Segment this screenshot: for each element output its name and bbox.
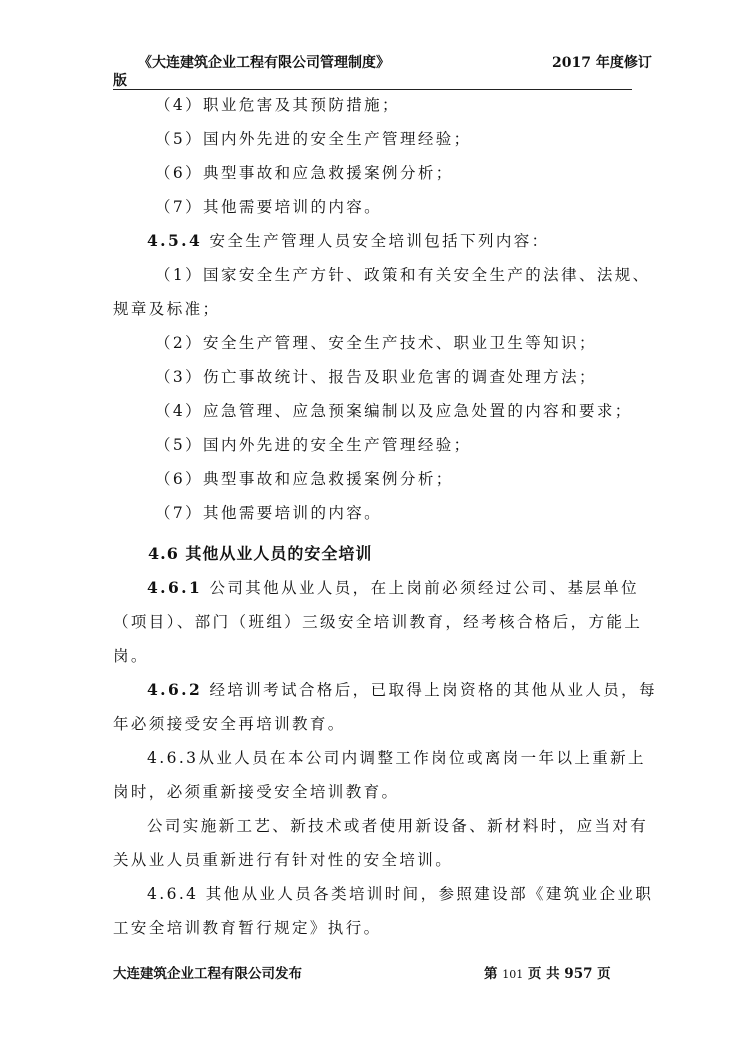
footer-publisher: 大连建筑企业工程有限公司发布	[113, 966, 302, 982]
clause-4-6-4: 4.6.4 其他从业人员各类培训时间，参照建设部《建筑业企业职	[147, 885, 654, 903]
list-item: （1）国家安全生产方针、政策和有关安全生产的法律、法规、	[155, 266, 651, 284]
header-rule	[113, 89, 632, 90]
paragraph-line: 工安全培训教育暂行规定》执行。	[113, 919, 382, 937]
list-item: （2）安全生产管理、安全生产技术、职业卫生等知识；	[155, 334, 597, 352]
clause-text: 经培训考试合格后，已取得上岗资格的其他从业人员，每	[202, 681, 657, 699]
paragraph-line: 岗。	[113, 647, 149, 665]
paragraph-line: 关从业人员重新进行有针对性的安全培训。	[113, 851, 454, 869]
paragraph-line: 岗时，必须重新接受安全培训教育。	[113, 783, 400, 801]
clause-text: 安全生产管理人员安全培训包括下列内容：	[202, 232, 550, 250]
clause-text: 公司其他从业人员，在上岗前必须经过公司、基层单位	[202, 579, 640, 597]
paragraph-line: 年必须接受安全再培训教育。	[113, 715, 346, 733]
list-item: （4）应急管理、应急预案编制以及应急处置的内容和要求；	[155, 402, 633, 420]
clause-4-5-4	[147, 229, 550, 251]
list-item: （4）职业危害及其预防措施；	[155, 96, 400, 114]
clause-4-6-2	[147, 678, 657, 700]
list-item: （3）伤亡事故统计、报告及职业危害的调查处理方法；	[155, 368, 597, 386]
page-number: 101	[502, 968, 524, 981]
clause-4-6-1	[147, 576, 639, 598]
list-item: （5）国内外先进的安全生产管理经验；	[155, 436, 472, 454]
header-revision: 2017 年度修订	[552, 55, 652, 71]
list-item: （7）其他需要培训的内容。	[155, 198, 383, 216]
page-prefix: 第	[484, 966, 498, 982]
list-item-continuation: 规章及标准；	[113, 300, 221, 318]
list-item: （6）典型事故和应急救援案例分析；	[155, 164, 454, 182]
clause-number: 4.5.4	[147, 231, 203, 250]
list-item: （5）国内外先进的安全生产管理经验；	[155, 130, 472, 148]
paragraph-line: （项目）、部门（班组）三级安全培训教育，经考核合格后，方能上	[113, 613, 643, 631]
list-item: （7）其他需要培训的内容。	[155, 504, 383, 522]
clause-number: 4.6.1	[147, 578, 203, 597]
footer-page-info	[484, 962, 611, 982]
section-heading: 4.6 其他从业人员的安全培训	[148, 544, 373, 563]
paragraph-line: 公司实施新工艺、新技术或者使用新设备、新材料时，应当对有	[147, 817, 649, 835]
page-total: 页 共 957 页	[527, 966, 611, 982]
clause-number: 4.6.2	[147, 680, 203, 699]
list-item: （6）典型事故和应急救援案例分析；	[155, 470, 454, 488]
header-revision-tail: 版	[113, 73, 127, 89]
header-title: 《大连建筑企业工程有限公司管理制度》	[138, 55, 390, 71]
clause-4-6-3: 4.6.3从业人员在本公司内调整工作岗位或离岗一年以上重新上	[147, 749, 646, 767]
